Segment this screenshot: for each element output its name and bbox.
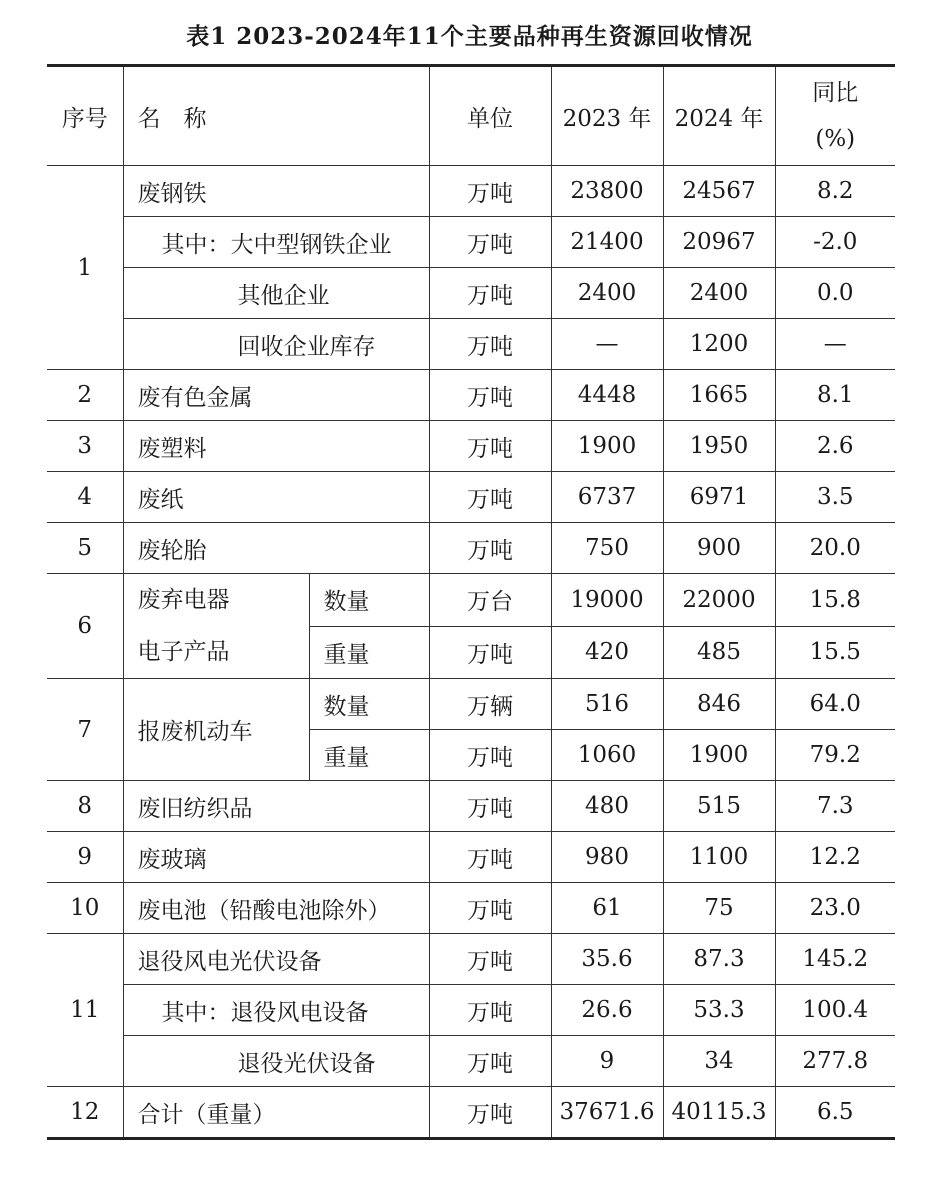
row-2023: 35.6: [551, 934, 663, 985]
row-seq: 2: [47, 370, 123, 421]
table-title: 表1 2023-2024年11个主要品种再生资源回收情况: [186, 23, 753, 50]
row-2024: 1950: [663, 421, 775, 472]
row-name: 废电池（铅酸电池除外）: [123, 883, 429, 934]
row-2023: 26.6: [551, 985, 663, 1036]
row-yoy: 3.5: [775, 472, 895, 523]
row-seq: 1: [47, 166, 123, 370]
row-2023: 6737: [551, 472, 663, 523]
row-2024: 34: [663, 1036, 775, 1087]
row-yoy: -2.0: [775, 217, 895, 268]
row-subcategory: 重量: [309, 626, 429, 679]
row-2024: 53.3: [663, 985, 775, 1036]
row-yoy: 23.0: [775, 883, 895, 934]
row-2024: 1665: [663, 370, 775, 421]
row-subcategory: 数量: [309, 574, 429, 627]
header-yoy-line1: 同比: [812, 80, 859, 106]
table-row: [47, 370, 895, 421]
row-unit: 万吨: [429, 730, 551, 781]
header-yoy: [775, 66, 895, 166]
recycling-table: [47, 64, 895, 1140]
header-seq: 序号: [47, 66, 123, 166]
row-name: 报废机动车: [123, 679, 309, 781]
row-seq: 12: [47, 1087, 123, 1139]
row-yoy: 15.5: [775, 626, 895, 679]
row-name: 其中：大中型钢铁企业: [123, 217, 429, 268]
row-2023: 2400: [551, 268, 663, 319]
row-unit: 万吨: [429, 472, 551, 523]
row-unit: 万吨: [429, 166, 551, 217]
row-2023: 516: [551, 679, 663, 730]
row-unit: 万吨: [429, 1087, 551, 1139]
row-unit: 万吨: [429, 626, 551, 679]
row-2023: 1900: [551, 421, 663, 472]
row-2024: 87.3: [663, 934, 775, 985]
row-2023: 61: [551, 883, 663, 934]
row-yoy: 145.2: [775, 934, 895, 985]
table-row: [47, 985, 895, 1036]
row-unit: 万吨: [429, 985, 551, 1036]
row-subcategory: 数量: [309, 679, 429, 730]
row-name: 废纸: [123, 472, 429, 523]
row-2023: 37671.6: [551, 1087, 663, 1139]
row-seq: 5: [47, 523, 123, 574]
row-2024: 40115.3: [663, 1087, 775, 1139]
row-unit: 万吨: [429, 370, 551, 421]
header-yoy-line2: (%): [815, 126, 856, 152]
row-2023: 21400: [551, 217, 663, 268]
row-unit: 万吨: [429, 421, 551, 472]
row-yoy: 8.1: [775, 370, 895, 421]
row-2024: 20967: [663, 217, 775, 268]
table-row: [47, 217, 895, 268]
row-yoy: 12.2: [775, 832, 895, 883]
header-2023: 2023 年: [551, 66, 663, 166]
row-unit: 万吨: [429, 319, 551, 370]
row-2024: 75: [663, 883, 775, 934]
row-name: 其他企业: [123, 268, 429, 319]
row-yoy: —: [775, 319, 895, 370]
row-2024: 6971: [663, 472, 775, 523]
table-row: [47, 781, 895, 832]
table-row-total: [47, 1087, 895, 1139]
row-name: [123, 574, 309, 679]
row-name: 废旧纺织品: [123, 781, 429, 832]
row-2024: 1900: [663, 730, 775, 781]
row-name: 废钢铁: [123, 166, 429, 217]
row-name: 废塑料: [123, 421, 429, 472]
row-yoy: 7.3: [775, 781, 895, 832]
header-2024: 2024 年: [663, 66, 775, 166]
row-name-line2: 电子产品: [137, 639, 230, 665]
row-yoy: 277.8: [775, 1036, 895, 1087]
table-row: [47, 166, 895, 217]
row-2024: 485: [663, 626, 775, 679]
row-2023: 420: [551, 626, 663, 679]
row-unit: 万吨: [429, 934, 551, 985]
row-yoy: 100.4: [775, 985, 895, 1036]
row-yoy: 79.2: [775, 730, 895, 781]
row-2024: 1200: [663, 319, 775, 370]
row-name: 回收企业库存: [123, 319, 429, 370]
row-unit: 万吨: [429, 523, 551, 574]
row-2023: 19000: [551, 574, 663, 627]
header-name: 名 称: [123, 66, 429, 166]
row-name: 合计（重量）: [123, 1087, 429, 1139]
header-unit: 单位: [429, 66, 551, 166]
row-2024: 846: [663, 679, 775, 730]
row-name: 废有色金属: [123, 370, 429, 421]
row-unit: 万台: [429, 574, 551, 627]
row-name: 其中：退役风电设备: [123, 985, 429, 1036]
row-yoy: 0.0: [775, 268, 895, 319]
row-2023: 1060: [551, 730, 663, 781]
row-seq: 3: [47, 421, 123, 472]
row-seq: 7: [47, 679, 123, 781]
row-unit: 万吨: [429, 1036, 551, 1087]
table-row: [47, 319, 895, 370]
row-seq: 6: [47, 574, 123, 679]
row-2024: 2400: [663, 268, 775, 319]
row-2023: 750: [551, 523, 663, 574]
table-row: [47, 574, 895, 627]
row-yoy: 8.2: [775, 166, 895, 217]
row-2024: 900: [663, 523, 775, 574]
table-row: [47, 832, 895, 883]
table-row: [47, 883, 895, 934]
table-row: [47, 934, 895, 985]
row-name: 废玻璃: [123, 832, 429, 883]
table-row: [47, 421, 895, 472]
row-unit: 万吨: [429, 832, 551, 883]
row-2024: 515: [663, 781, 775, 832]
table-row: [47, 472, 895, 523]
row-yoy: 20.0: [775, 523, 895, 574]
row-seq: 9: [47, 832, 123, 883]
row-2024: 22000: [663, 574, 775, 627]
row-unit: 万吨: [429, 781, 551, 832]
row-subcategory: 重量: [309, 730, 429, 781]
row-unit: 万吨: [429, 268, 551, 319]
row-seq: 11: [47, 934, 123, 1087]
row-yoy: 64.0: [775, 679, 895, 730]
row-2023: 980: [551, 832, 663, 883]
row-2023: 9: [551, 1036, 663, 1087]
row-2023: 480: [551, 781, 663, 832]
row-seq: 8: [47, 781, 123, 832]
table-row: [47, 268, 895, 319]
row-2023: 23800: [551, 166, 663, 217]
row-2024: 24567: [663, 166, 775, 217]
row-name-line1: 废弃电器: [137, 587, 230, 613]
table-row: [47, 679, 895, 730]
row-yoy: 15.8: [775, 574, 895, 627]
row-2024: 1100: [663, 832, 775, 883]
row-2023: 4448: [551, 370, 663, 421]
row-unit: 万辆: [429, 679, 551, 730]
row-name: 退役风电光伏设备: [123, 934, 429, 985]
row-name: 退役光伏设备: [123, 1036, 429, 1087]
row-name: 废轮胎: [123, 523, 429, 574]
row-seq: 4: [47, 472, 123, 523]
row-2023: —: [551, 319, 663, 370]
row-unit: 万吨: [429, 883, 551, 934]
table-row: [47, 1036, 895, 1087]
row-unit: 万吨: [429, 217, 551, 268]
row-yoy: 2.6: [775, 421, 895, 472]
row-yoy: 6.5: [775, 1087, 895, 1139]
table-row: [47, 523, 895, 574]
row-seq: 10: [47, 883, 123, 934]
header-row: [47, 66, 895, 166]
